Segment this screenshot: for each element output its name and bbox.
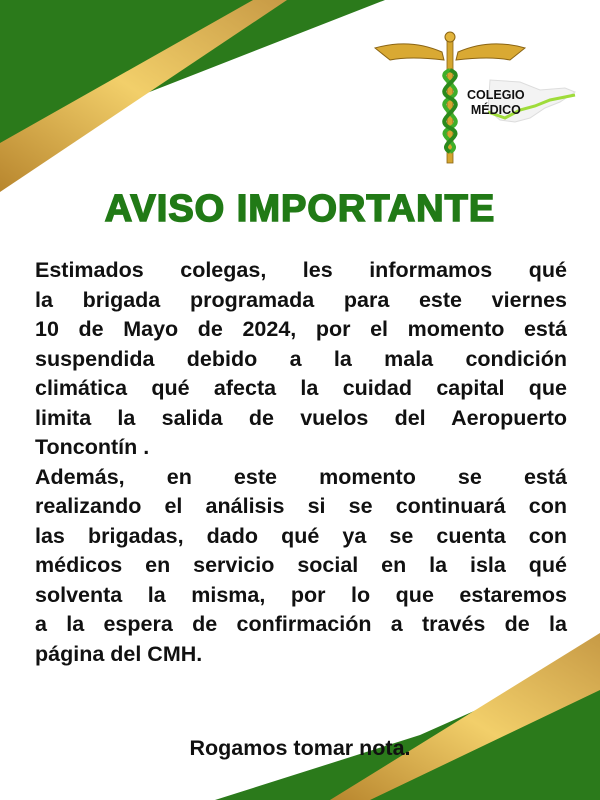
body-line: realizando el análisis si se continuará con xyxy=(35,494,567,518)
logo-text xyxy=(467,88,525,118)
body-line: Estimados colegas, les informamos qué xyxy=(35,258,567,282)
closing-text: Rogamos tomar nota. xyxy=(189,736,411,760)
body-line: la brigada programada para este viernes xyxy=(35,287,567,312)
body-line: página del CMH. xyxy=(35,641,203,666)
logo-line-2: MÉDICO xyxy=(470,103,521,117)
body-line: a la espera de confirmación a través de la xyxy=(35,612,567,636)
body-line: suspendida debido a la mala condición xyxy=(35,346,567,371)
body-line: solventa la misma, por lo que estaremos xyxy=(35,582,567,607)
body-line: climática qué afecta la cuidad capital que xyxy=(35,376,567,400)
body-line: médicos en servicio social en la isla qué xyxy=(35,553,567,577)
body-line: limita la salida de vuelos del Aeropuerto xyxy=(35,405,567,430)
body-line: Además, en este momento se está xyxy=(35,464,567,489)
body-line: las brigadas, dado qué ya se cuenta con xyxy=(35,523,567,548)
body-line: Toncontín . xyxy=(35,435,150,459)
notice-title: AVISO IMPORTANTE xyxy=(104,188,496,230)
body-line: 10 de Mayo de 2024, por el momento está xyxy=(35,317,567,341)
notice-body xyxy=(35,256,567,669)
logo-line-1: COLEGIO xyxy=(467,88,525,102)
